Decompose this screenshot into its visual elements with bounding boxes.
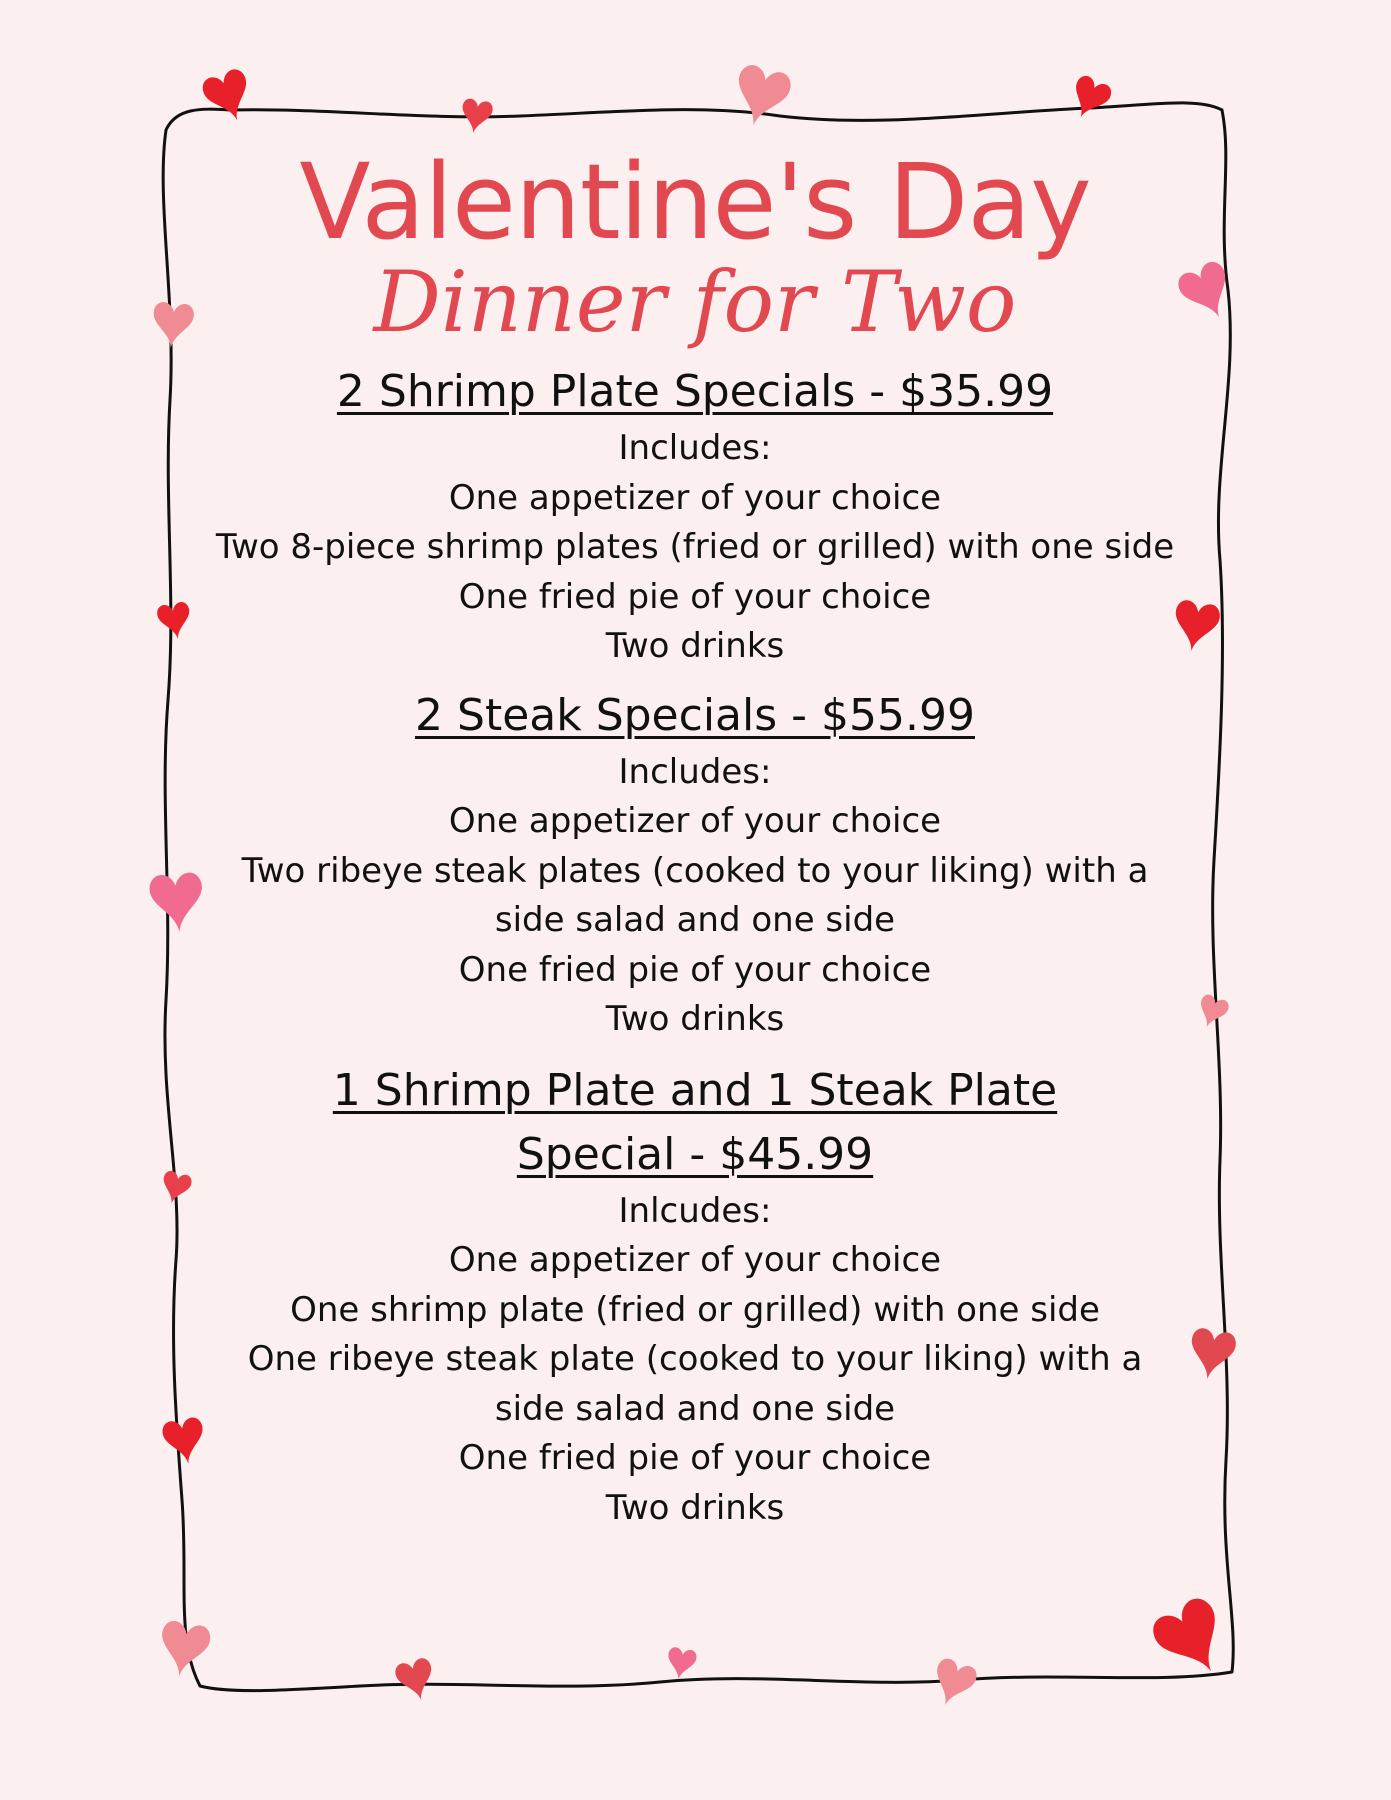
heart-icon bbox=[728, 62, 794, 132]
special-title: 2 Steak Specials - $55.99 bbox=[415, 689, 975, 741]
heart-icon bbox=[148, 872, 205, 935]
special-line: Includes: bbox=[618, 428, 772, 469]
heart-icon bbox=[200, 66, 259, 128]
special-line: Two 8-piece shrimp plates (fried or grilled) with one side bbox=[215, 527, 1175, 568]
heart-icon bbox=[393, 1656, 438, 1705]
special-line: Two drinks bbox=[605, 1487, 785, 1528]
heart-icon bbox=[1193, 993, 1230, 1032]
special-title: 2 Shrimp Plate Specials - $35.99 bbox=[336, 366, 1054, 418]
special-steak bbox=[200, 684, 1190, 1045]
special-line: One appetizer of your choice bbox=[448, 1240, 942, 1281]
special-line: One fried pie of your choice bbox=[458, 949, 932, 990]
special-title: 1 Shrimp Plate and 1 Steak Plate Special - $45.99 bbox=[332, 1064, 1058, 1180]
special-line: Inlcudes: bbox=[618, 1190, 772, 1231]
special-line: One fried pie of your choice bbox=[458, 576, 932, 617]
menu-subtitle: Dinner for Two bbox=[373, 253, 1017, 351]
heart-icon bbox=[151, 301, 195, 349]
special-line: One fried pie of your choice bbox=[458, 1438, 932, 1479]
heart-icon bbox=[155, 1619, 212, 1681]
special-line: One appetizer of your choice bbox=[448, 801, 942, 842]
special-line: Two drinks bbox=[605, 999, 785, 1040]
heart-icon bbox=[1064, 73, 1114, 125]
menu-title: Valentine's Day bbox=[299, 141, 1091, 263]
special-line: One ribeye steak plate (cooked to your liking) with a side salad and one side bbox=[247, 1339, 1143, 1429]
special-line: Two drinks bbox=[605, 626, 785, 667]
heart-icon bbox=[156, 601, 194, 642]
special-line: Includes: bbox=[618, 751, 772, 792]
special-line: One shrimp plate (fried or grilled) with one side bbox=[290, 1289, 1100, 1330]
heart-icon bbox=[926, 1656, 979, 1712]
special-line: Two ribeye steak plates (cooked to your liking) with a side salad and one side bbox=[241, 850, 1149, 941]
menu-content bbox=[200, 141, 1190, 1533]
special-combo bbox=[200, 1059, 1190, 1534]
special-line: One appetizer of your choice bbox=[448, 477, 942, 518]
heart-icon bbox=[1186, 1327, 1238, 1383]
heart-icon bbox=[664, 1646, 697, 1682]
special-shrimp bbox=[200, 360, 1190, 672]
